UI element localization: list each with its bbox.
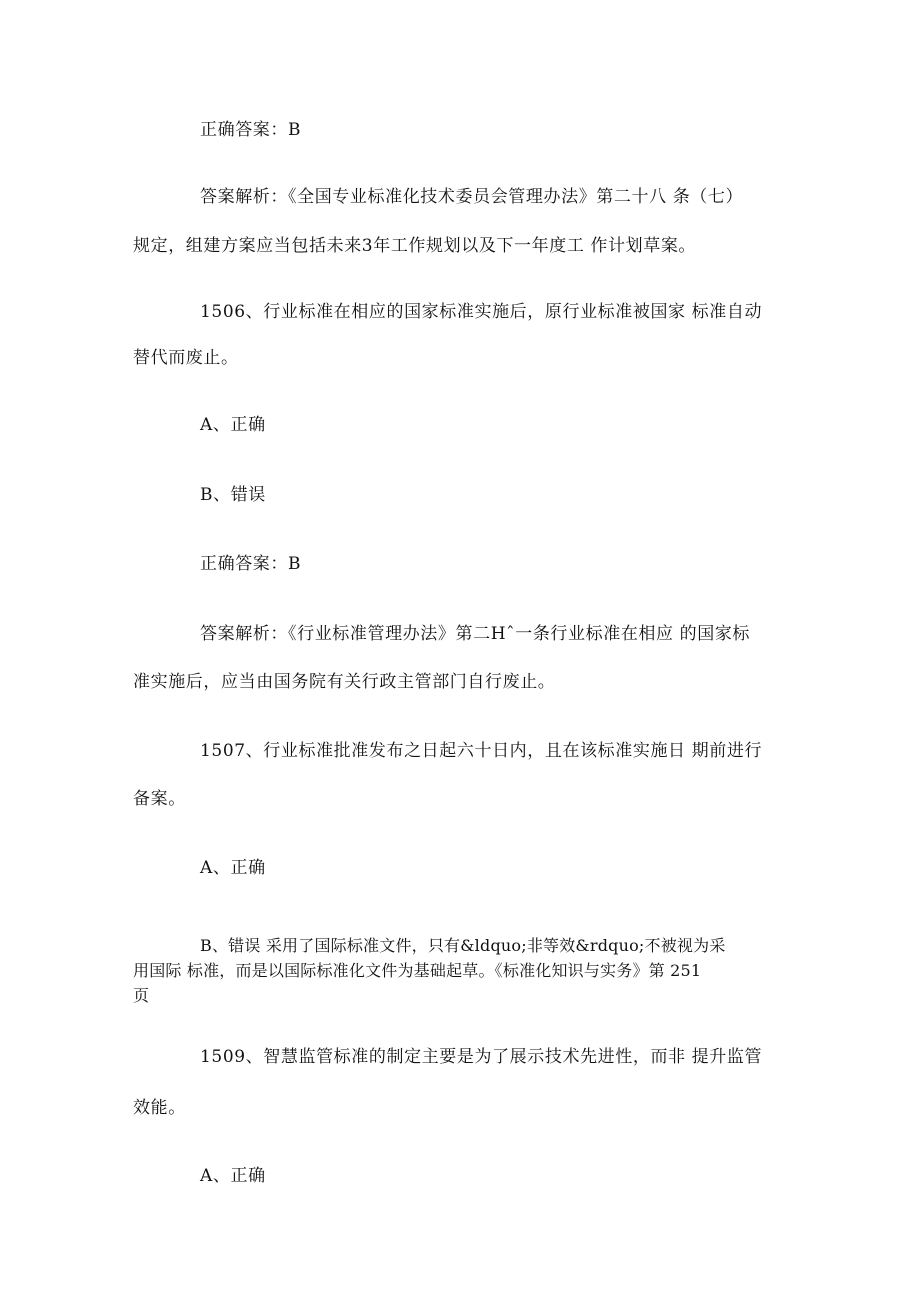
question-1506-line-1: 1506、行业标准在相应的国家标准实施后，原行业标准被国家 标准自动 [200, 302, 763, 322]
explanation-2-line-2: 准实施后，应当由国务院有关行政主管部门自行废止。 [133, 672, 556, 692]
question-1506-line-2: 替代而废止。 [133, 348, 239, 368]
question-1507-option-a: A、正确 [200, 858, 266, 878]
answer-1: 正确答案：B [200, 120, 302, 140]
question-1509-line-2: 效能。 [133, 1098, 186, 1118]
question-1509-option-a: A、正确 [200, 1166, 266, 1186]
question-1506-option-b: B、错误 [200, 485, 266, 505]
explanation-2-line-1: 答案解析：《行业标准管理办法》第二Hˆ一条行业标准在相应 的国家标 [200, 624, 751, 644]
explanation-1-line-1: 答案解析：《全国专业标准化技术委员会管理办法》第二十八 条（七） [200, 187, 744, 207]
question-1507-line-1: 1507、行业标准批准发布之日起六十日内，且在该标准实施日 期前进行 [200, 741, 763, 761]
explanation-1-line-2: 规定，组建方案应当包括未来3年工作规划以及下一年度工 作计划草案。 [133, 236, 697, 256]
question-1507-option-b-line-2: 用国际 标准，而是以国际标准化文件为基础起草。《标准化知识与实务》第 251 [133, 961, 702, 980]
question-1507-line-2: 备案。 [133, 789, 186, 809]
question-1509-line-1: 1509、智慧监管标准的制定主要是为了展示技术先进性，而非 提升监管 [200, 1047, 763, 1067]
question-1507-option-b-line-1: B、错误 采用了国际标准文件，只有&ldquo;非等效&rdquo;不被视为采 [200, 936, 726, 955]
question-1507-option-b-line-3: 页 [133, 986, 150, 1005]
answer-2: 正确答案：B [200, 554, 302, 574]
question-1506-option-a: A、正确 [200, 415, 266, 435]
